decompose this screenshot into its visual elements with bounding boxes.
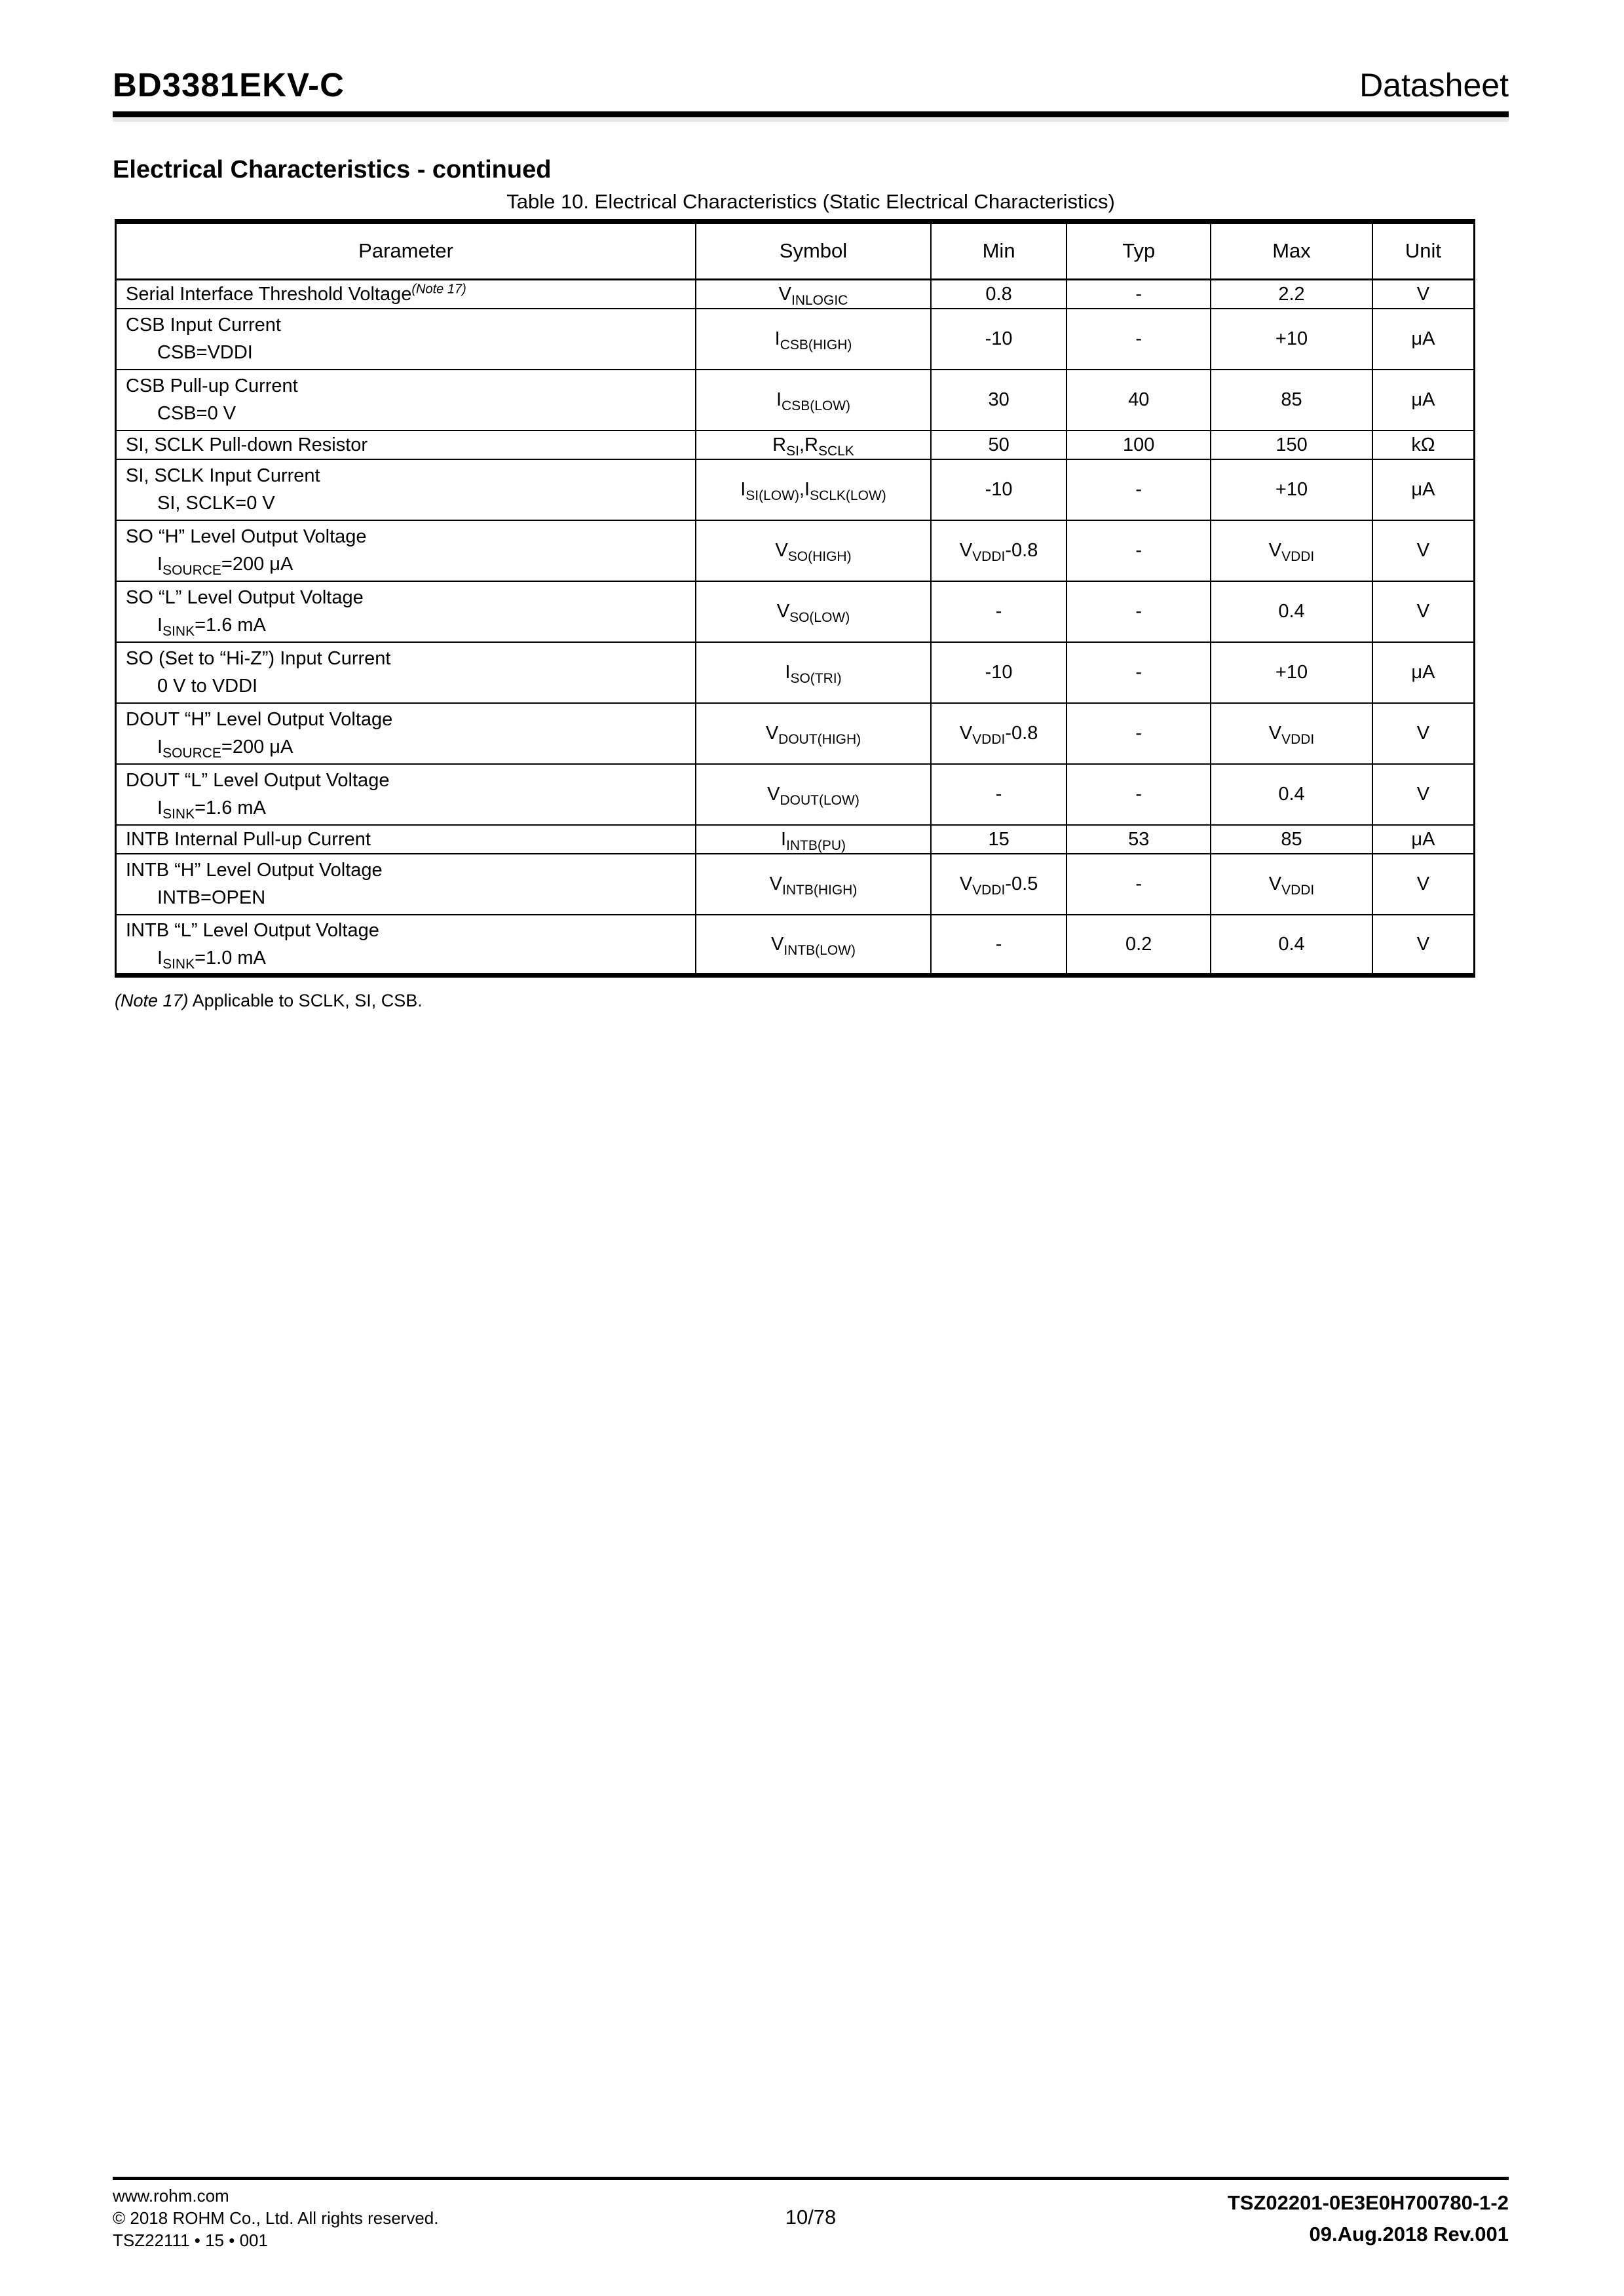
footer-left-line: www.rohm.com — [113, 2186, 229, 2206]
parameter-name: DOUT “L” Level Output Voltage — [126, 770, 390, 791]
min-cell: $V_{VDDI}-0.5$ — [931, 854, 1067, 915]
footer-left-block — [113, 2185, 438, 2251]
header-rule — [113, 111, 1509, 122]
parameter-cell — [116, 854, 696, 915]
footer-right-line: 09.Aug.2018 Rev.001 — [1309, 2223, 1509, 2246]
unit-cell: μA — [1372, 309, 1475, 370]
parameter-condition: $I_{SINK}=1.6$ mA — [157, 615, 266, 639]
symbol-cell: $I_{INTB(PU)}$ — [696, 825, 931, 854]
min-cell: $V_{VDDI}-0.8$ — [931, 703, 1067, 764]
doc-type-label: Datasheet — [1359, 67, 1509, 104]
max-cell: 0.4 — [1211, 764, 1372, 825]
column-header-typ: Typ — [1067, 221, 1211, 279]
typ-cell: - — [1067, 581, 1211, 642]
unit-cell: μA — [1372, 825, 1475, 854]
max-cell: +10 — [1211, 459, 1372, 520]
parameter-condition: $I_{SINK}=1.6$ mA — [157, 797, 266, 822]
column-header-min: Min — [931, 221, 1067, 279]
symbol-cell: $R_{SI},R_{SCLK}$ — [696, 430, 931, 459]
parameter-condition: 0 V to VDDI — [157, 676, 258, 697]
table-row — [116, 430, 1475, 459]
table-row — [116, 642, 1475, 703]
max-cell: 150 — [1211, 430, 1372, 459]
table-header-row — [116, 221, 1475, 279]
symbol-cell: $I_{SO(TRI)}$ — [696, 642, 931, 703]
parameter-cell — [116, 825, 696, 854]
section-title: Electrical Characteristics - continued — [113, 156, 552, 183]
symbol-cell: $I_{SI(LOW)},I_{SCLK(LOW)}$ — [696, 459, 931, 520]
parameter-condition: $I_{SOURCE}=200$ μA — [157, 554, 293, 578]
unit-cell: μA — [1372, 459, 1475, 520]
parameter-cell — [116, 915, 696, 976]
max-cell: +10 — [1211, 642, 1372, 703]
parameter-name: SO “L” Level Output Voltage — [126, 587, 364, 608]
parameter-name: INTB “H” Level Output Voltage — [126, 860, 383, 881]
typ-cell: 0.2 — [1067, 915, 1211, 976]
unit-cell: μA — [1372, 370, 1475, 430]
note-text: Applicable to SCLK, SI, CSB. — [188, 991, 423, 1010]
page-header — [113, 66, 1509, 104]
table-row — [116, 459, 1475, 520]
note-label: (Note 17) — [115, 991, 189, 1010]
typ-cell: - — [1067, 459, 1211, 520]
symbol-cell: $I_{CSB(HIGH)}$ — [696, 309, 931, 370]
parameter-name: INTB Internal Pull-up Current — [126, 828, 371, 850]
max-cell: 2.2 — [1211, 279, 1372, 309]
symbol-cell: $V_{INLOGIC}$ — [696, 279, 931, 309]
parameter-name: Serial Interface Threshold Voltage$^{(Note 17)}$ — [126, 281, 466, 305]
parameter-cell — [116, 279, 696, 309]
unit-cell: V — [1372, 581, 1475, 642]
table-row — [116, 309, 1475, 370]
max-cell: $V_{VDDI}$ — [1211, 520, 1372, 581]
max-cell: 85 — [1211, 370, 1372, 430]
parameter-name: SO (Set to “Hi-Z”) Input Current — [126, 648, 391, 669]
min-cell: -10 — [931, 459, 1067, 520]
parameter-cell — [116, 764, 696, 825]
typ-cell: 53 — [1067, 825, 1211, 854]
min-cell: -10 — [931, 309, 1067, 370]
parameter-cell — [116, 703, 696, 764]
electrical-characteristics-table — [115, 219, 1475, 978]
parameter-cell — [116, 370, 696, 430]
typ-cell: - — [1067, 520, 1211, 581]
symbol-cell: $V_{INTB(LOW)}$ — [696, 915, 931, 976]
unit-cell: V — [1372, 703, 1475, 764]
parameter-cell — [116, 520, 696, 581]
min-cell: 0.8 — [931, 279, 1067, 309]
parameter-condition: $I_{SOURCE}=200$ μA — [157, 737, 293, 761]
table-row — [116, 520, 1475, 581]
footer-left-line: © 2018 ROHM Co., Ltd. All rights reserved. — [113, 2208, 439, 2228]
table-row — [116, 825, 1475, 854]
unit-cell: kΩ — [1372, 430, 1475, 459]
typ-cell: - — [1067, 764, 1211, 825]
min-cell: -10 — [931, 642, 1067, 703]
parameter-name: SI, SCLK Pull-down Resistor — [126, 434, 368, 455]
typ-cell: - — [1067, 854, 1211, 915]
parameter-condition: INTB=OPEN — [157, 887, 266, 908]
page-number: 10/78 — [785, 2206, 837, 2229]
parameter-name: DOUT “H” Level Output Voltage — [126, 709, 393, 730]
unit-cell: V — [1372, 854, 1475, 915]
min-cell: $V_{VDDI}-0.8$ — [931, 520, 1067, 581]
typ-cell: - — [1067, 642, 1211, 703]
footer-doc-id-block — [1228, 2187, 1509, 2250]
table-row — [116, 764, 1475, 825]
column-header-max: Max — [1211, 221, 1372, 279]
table-row — [116, 279, 1475, 309]
table-row — [116, 703, 1475, 764]
column-header-symbol: Symbol — [696, 221, 931, 279]
min-cell: - — [931, 764, 1067, 825]
parameter-condition: CSB=VDDI — [157, 342, 253, 363]
footer-right-line: TSZ02201-0E3E0H700780-1-2 — [1227, 2191, 1509, 2214]
footer-left-line: TSZ22111 • 15 • 001 — [113, 2230, 268, 2250]
table-row — [116, 915, 1475, 976]
parameter-cell — [116, 459, 696, 520]
typ-cell: 40 — [1067, 370, 1211, 430]
parameter-condition: $I_{SINK}=1.0$ mA — [157, 947, 266, 972]
table-row — [116, 370, 1475, 430]
unit-cell: V — [1372, 279, 1475, 309]
column-header-parameter: Parameter — [116, 221, 696, 279]
min-cell: 15 — [931, 825, 1067, 854]
parameter-name: CSB Pull-up Current — [126, 375, 298, 396]
parameter-name: SI, SCLK Input Current — [126, 465, 320, 486]
max-cell: $V_{VDDI}$ — [1211, 854, 1372, 915]
unit-cell: V — [1372, 520, 1475, 581]
symbol-cell: $V_{SO(LOW)}$ — [696, 581, 931, 642]
column-header-unit: Unit — [1372, 221, 1475, 279]
table-note — [115, 991, 423, 1011]
parameter-condition: SI, SCLK=0 V — [157, 493, 275, 514]
parameter-cell — [116, 430, 696, 459]
table-row — [116, 581, 1475, 642]
parameter-name: CSB Input Current — [126, 315, 281, 335]
typ-cell: - — [1067, 703, 1211, 764]
min-cell: 50 — [931, 430, 1067, 459]
min-cell: 30 — [931, 370, 1067, 430]
table-row — [116, 854, 1475, 915]
max-cell: 0.4 — [1211, 581, 1372, 642]
parameter-cell — [116, 642, 696, 703]
part-number: BD3381EKV-C — [113, 66, 345, 104]
unit-cell: V — [1372, 915, 1475, 976]
parameter-name: INTB “L” Level Output Voltage — [126, 919, 379, 941]
symbol-cell: $V_{INTB(HIGH)}$ — [696, 854, 931, 915]
parameter-name: SO “H” Level Output Voltage — [126, 526, 367, 547]
unit-cell: V — [1372, 764, 1475, 825]
symbol-cell: $I_{CSB(LOW)}$ — [696, 370, 931, 430]
max-cell: $V_{VDDI}$ — [1211, 703, 1372, 764]
max-cell: 85 — [1211, 825, 1372, 854]
max-cell: 0.4 — [1211, 915, 1372, 976]
unit-cell: μA — [1372, 642, 1475, 703]
symbol-cell: $V_{DOUT(LOW)}$ — [696, 764, 931, 825]
table-caption: Table 10. Electrical Characteristics (Static Electrical Characteristics) — [506, 190, 1115, 213]
footer-rule — [113, 2177, 1509, 2180]
parameter-condition: CSB=0 V — [157, 403, 236, 424]
typ-cell: 100 — [1067, 430, 1211, 459]
parameter-cell — [116, 581, 696, 642]
symbol-cell: $V_{DOUT(HIGH)}$ — [696, 703, 931, 764]
min-cell: - — [931, 915, 1067, 976]
max-cell: +10 — [1211, 309, 1372, 370]
typ-cell: - — [1067, 309, 1211, 370]
parameter-cell — [116, 309, 696, 370]
symbol-cell: $V_{SO(HIGH)}$ — [696, 520, 931, 581]
min-cell: - — [931, 581, 1067, 642]
typ-cell: - — [1067, 279, 1211, 309]
